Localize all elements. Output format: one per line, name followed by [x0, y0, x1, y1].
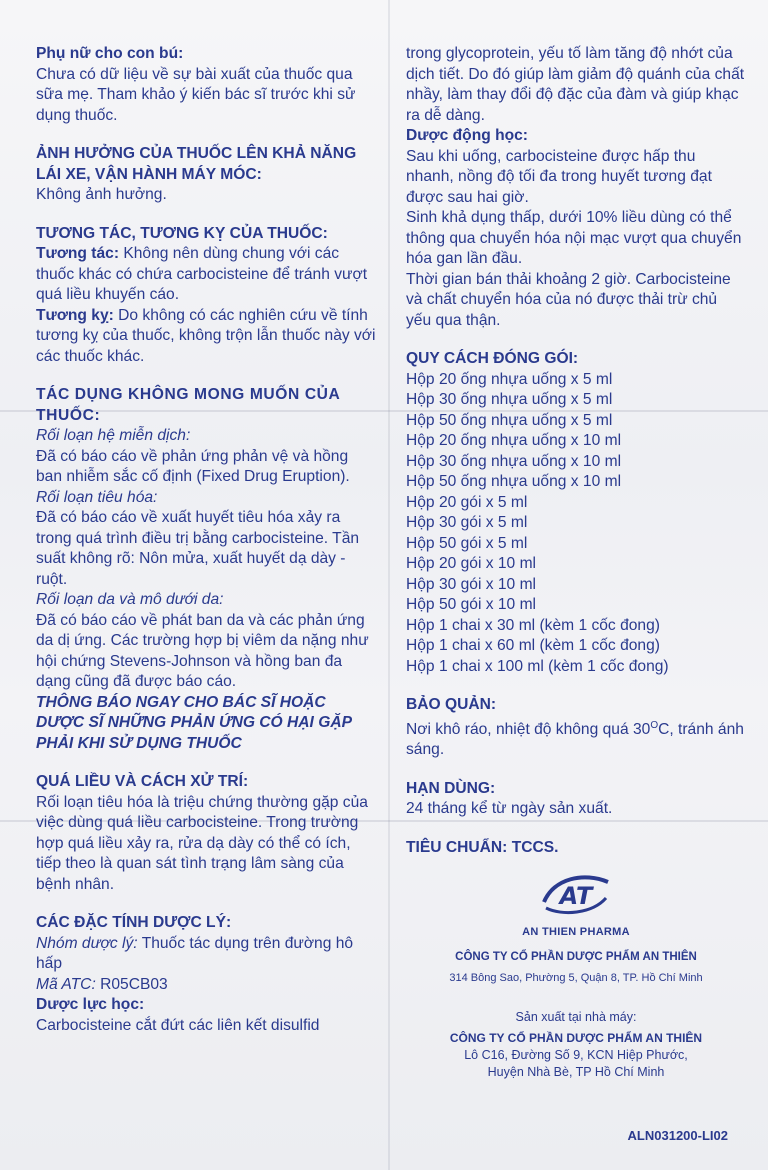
manufacturer-address-2: Huyện Nhà Bè, TP Hồ Chí Minh: [487, 1064, 665, 1079]
list-item: Hộp 30 ống nhựa uống x 10 ml: [406, 452, 622, 470]
list-item: Hộp 20 ống nhựa uống x 10 ml: [406, 432, 622, 449]
pharmacodynamics-continued: trong glycoprotein, yếu tố làm tăng độ nhớt của dịch tiết. Do đó giúp làm giảm độ quánh của chất nhầy, làm thay đổi độ đặc của đàm và giúp khạc ra dễ dàng.: [406, 45, 745, 124]
adverse-heading: TÁC DỤNG KHÔNG MONG MUỐN CỦA THUỐC:: [36, 386, 340, 424]
storage-heading: BẢO QUẢN:: [406, 696, 497, 713]
skin-subheading: Rối loạn da và mô dưới da:: [36, 591, 224, 608]
pharmacokinetics-heading: Dược động học:: [406, 127, 528, 144]
incompatibility-label: Tương kỵ:: [36, 306, 114, 324]
pharmacodynamics-heading: Dược lực học:: [36, 996, 145, 1013]
left-column: [36, 44, 376, 1036]
list-item: Hộp 1 chai x 100 ml (kèm 1 cốc đong): [406, 657, 669, 675]
atc-text: R05CB03: [95, 975, 168, 993]
breastfeeding-heading: Phụ nữ cho con bú:: [36, 45, 184, 62]
list-item: Hộp 50 gói x 10 ml: [406, 596, 537, 613]
pharmacology-heading: CÁC ĐẶC TÍNH DƯỢC LÝ:: [36, 914, 232, 931]
list-item: Hộp 20 ống nhựa uống x 5 ml: [406, 370, 613, 388]
manufacturer-label: Sản xuất tại nhà máy:: [515, 1009, 637, 1024]
storage-text-part: Nơi khô ráo, nhiệt độ không quá 30: [406, 720, 651, 738]
incompatibility-paragraph: [36, 306, 376, 368]
driving-heading: ẢNH HƯỞNG CỦA THUỐC LÊN KHẢ NĂNG LÁI XE, VẬN HÀNH MÁY MÓC:: [36, 145, 357, 183]
list-item: Hộp 1 chai x 60 ml (kèm 1 cốc đong): [406, 637, 660, 654]
an-thien-logo-icon: [536, 868, 616, 920]
company-name: CÔNG TY CỔ PHẦN DƯỢC PHẨM AN THIÊN: [455, 950, 697, 963]
standard-line: [406, 838, 746, 859]
degree-sup: O: [650, 719, 659, 731]
pharmacokinetics-text-1: Sau khi uống, carbocisteine được hấp thu nhanh, nồng độ tối đa trong huyết tương đạt được sau hai giờ.: [406, 147, 712, 206]
standard-label: TIÊU CHUẨN:: [406, 838, 508, 856]
interaction-text: Không nên dùng chung với các thuốc khác có chứa carbocisteine để tránh vượt quá liều khuyến cáo.: [36, 245, 368, 303]
packaging-heading: QUY CÁCH ĐÓNG GÓI:: [406, 350, 579, 367]
brand-name: AN THIEN PHARMA: [522, 926, 630, 939]
pharmacokinetics-text-2: Sinh khả dụng thấp, dưới 10% liều dùng có thể thông qua chuyển hóa nội mạc vượt qua chuyển hóa gan lần đầu.: [406, 209, 742, 267]
gi-text: Đã có báo cáo về xuất huyết tiêu hóa xảy ra trong quá trình điều trị bằng carbocisteine. Tần suất không rõ: Nôn mửa, xuất huyết dạ dày - ruột.: [36, 509, 360, 588]
shelf-life-heading: HẠN DÙNG:: [406, 779, 496, 797]
driving-text: Không ảnh hưởng.: [36, 186, 167, 203]
incompatibility-text: Do không có các nghiên cứu về tính tương kỵ của thuốc, không trộn lẫn thuốc này với các thuốc khác.: [36, 306, 376, 365]
list-item: Hộp 20 gói x 10 ml: [406, 555, 537, 572]
overdose-text: Rối loạn tiêu hóa là triệu chứng thường gặp của việc dùng quá liều carbocisteine. Trong trường hợp quá liều xảy ra, rửa dạ dày có thể có ích, tiếp theo là quan sát tình trạng lâm sàng của bệnh nhân.: [36, 793, 368, 893]
atc-label: Mã ATC:: [36, 975, 96, 993]
overdose-heading: QUÁ LIỀU VÀ CÁCH XỬ TRÍ:: [36, 773, 249, 790]
right-column: [406, 44, 746, 1081]
list-item: Hộp 50 ống nhựa uống x 5 ml: [406, 411, 613, 429]
atc-code: [36, 975, 376, 996]
notify-warning: THÔNG BÁO NGAY CHO BÁC SĨ HOẶC DƯỢC SĨ NHỮNG PHẢN ỨNG CÓ HẠI GẶP PHẢI KHI SỬ DỤNG THUỐC: [36, 693, 352, 752]
group-label: Nhóm dược lý:: [36, 934, 138, 952]
pharmacokinetics-text-3: Thời gian bán thải khoảng 2 giờ. Carbocisteine và chất chuyển hóa của nó được thải trừ chủ yếu qua thận.: [406, 270, 731, 329]
company-brand: [406, 868, 746, 989]
manufacturer-address-1: Lô C16, Đường Số 9, KCN Hiệp Phước,: [464, 1047, 688, 1062]
manufacturer-name: CÔNG TY CỔ PHẦN DƯỢC PHẨM AN THIÊN: [449, 1030, 703, 1045]
list-item: Hộp 50 ống nhựa uống x 10 ml: [406, 473, 622, 490]
pharmacodynamics-text: Carbocisteine cắt đứt các liên kết disulfid: [36, 1016, 320, 1034]
list-item: Hộp 30 gói x 5 ml: [406, 514, 528, 531]
gi-subheading: Rối loạn tiêu hóa:: [36, 488, 158, 506]
interaction-heading: TƯƠNG TÁC, TƯƠNG KỴ CỦA THUỐC:: [36, 224, 328, 242]
shelf-life-text: 24 tháng kể từ ngày sản xuất.: [406, 800, 613, 818]
storage-text-part: C, tránh ánh sáng.: [406, 720, 744, 759]
list-item: Hộp 50 gói x 5 ml: [406, 534, 528, 552]
manufacturer-block: [406, 1009, 746, 1081]
interaction-label: Tương tác:: [36, 245, 120, 262]
list-item: Hộp 30 ống nhựa uống x 5 ml: [406, 391, 613, 408]
interaction-paragraph: [36, 244, 376, 306]
standard-text: TCCS.: [507, 838, 559, 856]
document-code: ALN031200-LI02: [627, 1128, 728, 1143]
pharmacologic-group: [36, 934, 376, 975]
company-address: 314 Bông Sao, Phường 5, Quận 8, TP. Hồ Chí Minh: [449, 972, 703, 985]
immune-text: Đã có báo cáo về phản ứng phản vệ và hồng ban nhiễm sắc cố định (Fixed Drug Eruption).: [36, 447, 350, 485]
fold-line: [388, 0, 390, 1170]
group-text: Thuốc tác dụng trên đường hô hấp: [36, 934, 354, 972]
storage-text: [406, 716, 746, 761]
skin-text: Đã có báo cáo về phát ban da và các phản ứng da dị ứng. Các trường hợp bị viêm da nặng như hội chứng Stevens-Johnson và hồng ban đa dạng cũng đã được báo cáo.: [36, 611, 369, 690]
breastfeeding-text: Chưa có dữ liệu về sự bài xuất của thuốc qua sữa mẹ. Tham khảo ý kiến bác sĩ trước khi sử dụng thuốc.: [36, 65, 356, 124]
list-item: Hộp 20 gói x 5 ml: [406, 493, 528, 511]
list-item: Hộp 30 gói x 10 ml: [406, 575, 537, 593]
immune-subheading: Rối loạn hệ miễn dịch:: [36, 427, 191, 444]
logo-letters: AT: [559, 882, 593, 911]
list-item: Hộp 1 chai x 30 ml (kèm 1 cốc đong): [406, 616, 660, 634]
packaging-list: [406, 370, 746, 678]
